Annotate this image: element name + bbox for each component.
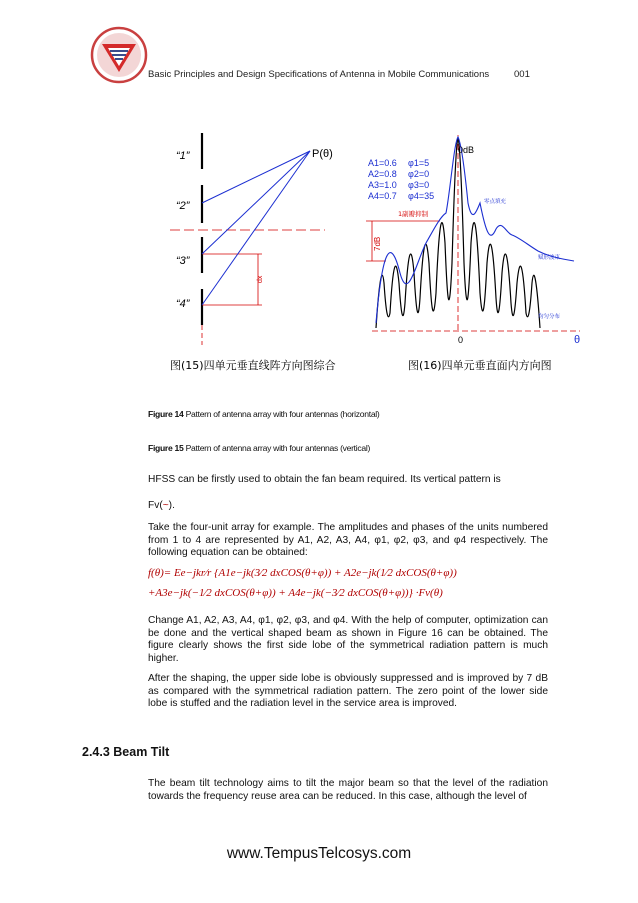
zero-label: 0 (458, 335, 464, 345)
company-logo (90, 26, 148, 84)
phase-2: φ2=0 (408, 169, 430, 179)
paragraph-change: Change A1, A2, A3, A4, φ1, φ2, φ3, and φ4. With the help of computer, optimization can be done and the vertical shaped beam as shown in Figure 16 can be obtained. The figure clearly shows the first side lobe of the symmetrical radiation pattern is much higher. (148, 615, 548, 664)
param-a1: A1=0.6 (368, 158, 397, 168)
figure16-caption: 图(16)四单元垂直面内方向图 (408, 359, 552, 372)
array-diagram (170, 133, 325, 345)
equation (148, 567, 568, 611)
paragraph-hfss: HFSS can be firstly used to obtain the fan beam required. Its vertical pattern is (148, 474, 501, 485)
db-label: 0dB (458, 145, 475, 155)
equation-line-1: f(θ)= Ee−jkr⁄r {A1e−jk(3⁄2 dxCOS(θ+φ)) + A2e−jk(1⁄2 dxCOS(θ+φ)) (148, 567, 457, 579)
element-label-4: “4” (176, 298, 190, 310)
equation-line-2: +A3e−jk(−1⁄2 dxCOS(θ+φ)) + A4e−jk(−3⁄2 dxCOS(θ+φ))} ·Fv(θ) (148, 587, 443, 599)
element-label-2: “2” (176, 200, 190, 212)
page-number: 001 (514, 69, 530, 80)
note-shaped-beam: 赋形波束 (538, 255, 561, 261)
paragraph-shaping: After the shaping, the upper side lobe is obviously suppressed and is improved by 7 dB as compared with the symmetrical radiation pattern. The zero point of the lower side lobe is stuffed and the radiation level in the service area is improved. (148, 673, 548, 709)
sidelobe-label: 1副瓣抑制 (398, 210, 429, 218)
footer-url[interactable]: www.TempusTelcosys.com (226, 845, 412, 862)
note-null-fill: 零点填充 (484, 199, 507, 205)
theta-label: θ (574, 334, 581, 346)
spacing-label: dx (257, 275, 264, 283)
note-uniform: 均匀分布 (538, 314, 561, 320)
figure14-caption: Figure 14 Pattern of antenna array with four antennas (horizontal) (148, 409, 380, 419)
param-a4: A4=0.7 (368, 191, 397, 201)
param-a3: A3=1.0 (368, 180, 397, 190)
level-label: 7dB (373, 236, 382, 251)
paragraph-fv: Fv(~). (148, 500, 175, 511)
figure15-caption-en: Figure 15 Pattern of antenna array with four antennas (vertical) (148, 443, 371, 453)
phase-3: φ3=0 (408, 180, 430, 190)
section-heading: 2.4.3 Beam Tilt (82, 745, 170, 759)
paragraph-beam-tilt: The beam tilt technology aims to tilt the major beam so that the level of the radiation towards the frequency reuse area can be reduced. In this case, although the level of (148, 778, 548, 802)
paragraph-four-unit: Take the four-unit array for example. The amplitudes and phases of the units numbered from 1 to 4 are represented by A1, A2, A3, A4, φ1, φ2, φ3, and φ4 respectively. The following equation can be obtained: (148, 522, 548, 558)
antenna-figures (150, 133, 590, 378)
element-label-3: “3” (176, 255, 190, 267)
element-label-1: “1” (176, 150, 190, 162)
point-label: P(θ) (312, 148, 333, 160)
radiation-pattern (366, 135, 580, 333)
figure15-caption: 图(15)四单元垂直线阵方向图综合 (170, 359, 336, 372)
header-title: Basic Principles and Design Specifications of Antenna in Mobile Communications (148, 69, 490, 80)
phase-4: φ4=35 (408, 191, 435, 201)
phase-1: φ1=5 (408, 158, 430, 168)
param-a2: A2=0.8 (368, 169, 397, 179)
